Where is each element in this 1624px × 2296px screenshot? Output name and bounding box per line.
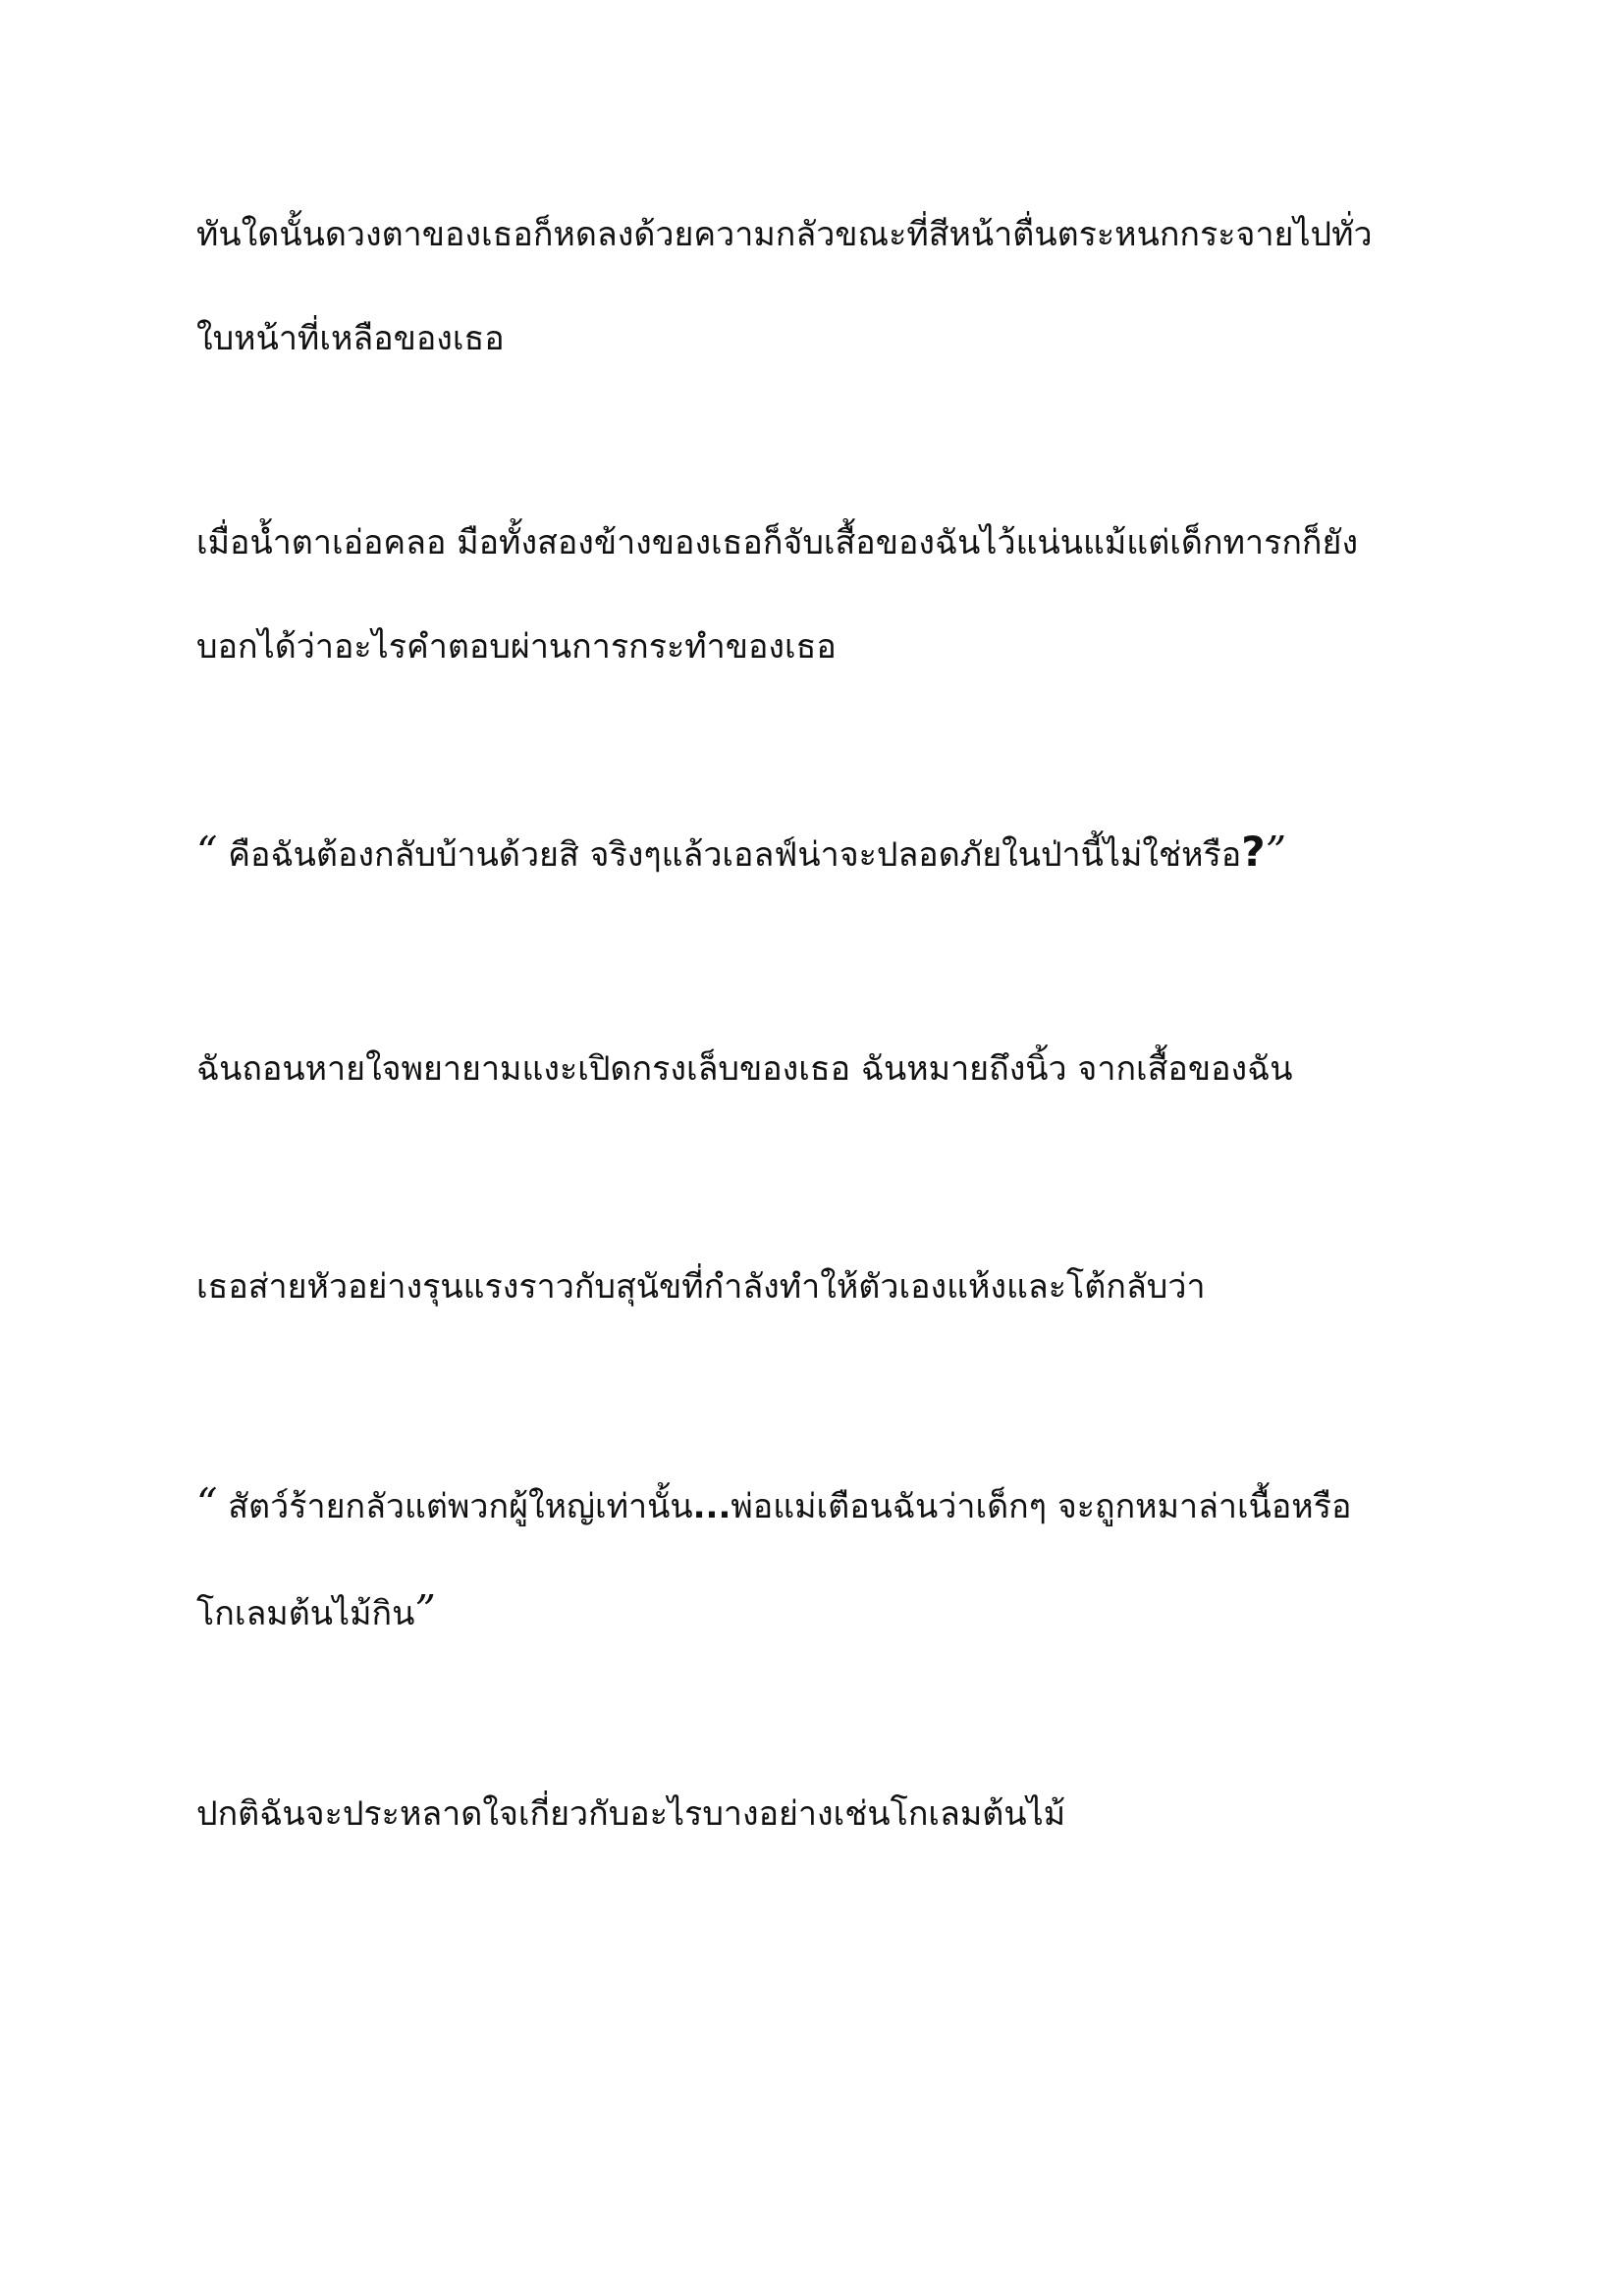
- paragraph-2-line-1: เมื่อน้ำตาเอ่อคลอ มือทั้งสองข้างของเธอก็จับเสื้อของฉันไว้แน่นแม้แต่เด็กทารกก็ยัง: [196, 523, 1359, 562]
- dialogue-2-line-2: [196, 1559, 1463, 1666]
- paragraph-5: [196, 1235, 1463, 1339]
- dialogue-paragraph-2: [196, 1452, 1463, 1666]
- dialogue-2-line-1: [196, 1452, 1463, 1559]
- close-quote-mark: ”: [414, 1586, 436, 1634]
- paragraph-2-line-2: บอกได้ว่าอะไรคำตอบผ่านการกระทำของเธอ: [196, 627, 837, 667]
- dialogue-2-text-before-ellipsis: สัตว์ร้ายกลัวแต่พวกผู้ใหญ่เท่านั้น: [217, 1487, 693, 1526]
- open-quote-mark: “: [196, 1479, 218, 1527]
- paragraph-7: [196, 1762, 1463, 1866]
- dialogue-1-line: [196, 800, 1463, 907]
- ellipsis: ...: [692, 1487, 731, 1526]
- paragraph-2: [196, 491, 1463, 699]
- paragraph-5-line-1: เธอส่ายหัวอย่างรุนแรงราวกับสุนัขที่กำลังทำให้ตัวเองแห้งและโต้กลับว่า: [196, 1267, 1206, 1307]
- open-quote-mark: “: [196, 828, 218, 876]
- close-quote-mark: ”: [1265, 828, 1287, 876]
- paragraph-1-line-2: ใบหน้าที่เหลือของเธอ: [196, 319, 505, 358]
- dialogue-2-text-after-ellipsis: พ่อแม่เตือนฉันว่าเด็กๆ จะถูกหมาล่าเนื้อหรือ: [731, 1487, 1352, 1526]
- paragraph-1: [196, 183, 1463, 391]
- dialogue-2-second-line-text: โกเลมต้นไม้กิน: [196, 1594, 415, 1633]
- question-mark: ?: [1241, 828, 1266, 876]
- paragraph-7-line-1: ปกติฉันจะประหลาดใจเกี่ยวกับอะไรบางอย่างเช่นโกเลมต้นไม้: [196, 1794, 1066, 1834]
- paragraph-1-line-1: ทันใดนั้นดวงตาของเธอก็หดลงด้วยความกลัวขณะที่สีหน้าตื่นตระหนกกระจายไปทั่ว: [196, 215, 1373, 254]
- dialogue-paragraph-1: [196, 800, 1463, 907]
- dialogue-1-text: คือฉันต้องกลับบ้านด้วยสิ จริงๆแล้วเอลฟ์น่าจะปลอดภัยในป่านี้ไม่ใช่หรือ: [217, 835, 1242, 875]
- paragraph-4-line-1: ฉันถอนหายใจพยายามแงะเปิดกรงเล็บของเธอ ฉันหมายถึงนิ้ว จากเสื้อของฉัน: [196, 1049, 1293, 1089]
- paragraph-4: [196, 1017, 1463, 1121]
